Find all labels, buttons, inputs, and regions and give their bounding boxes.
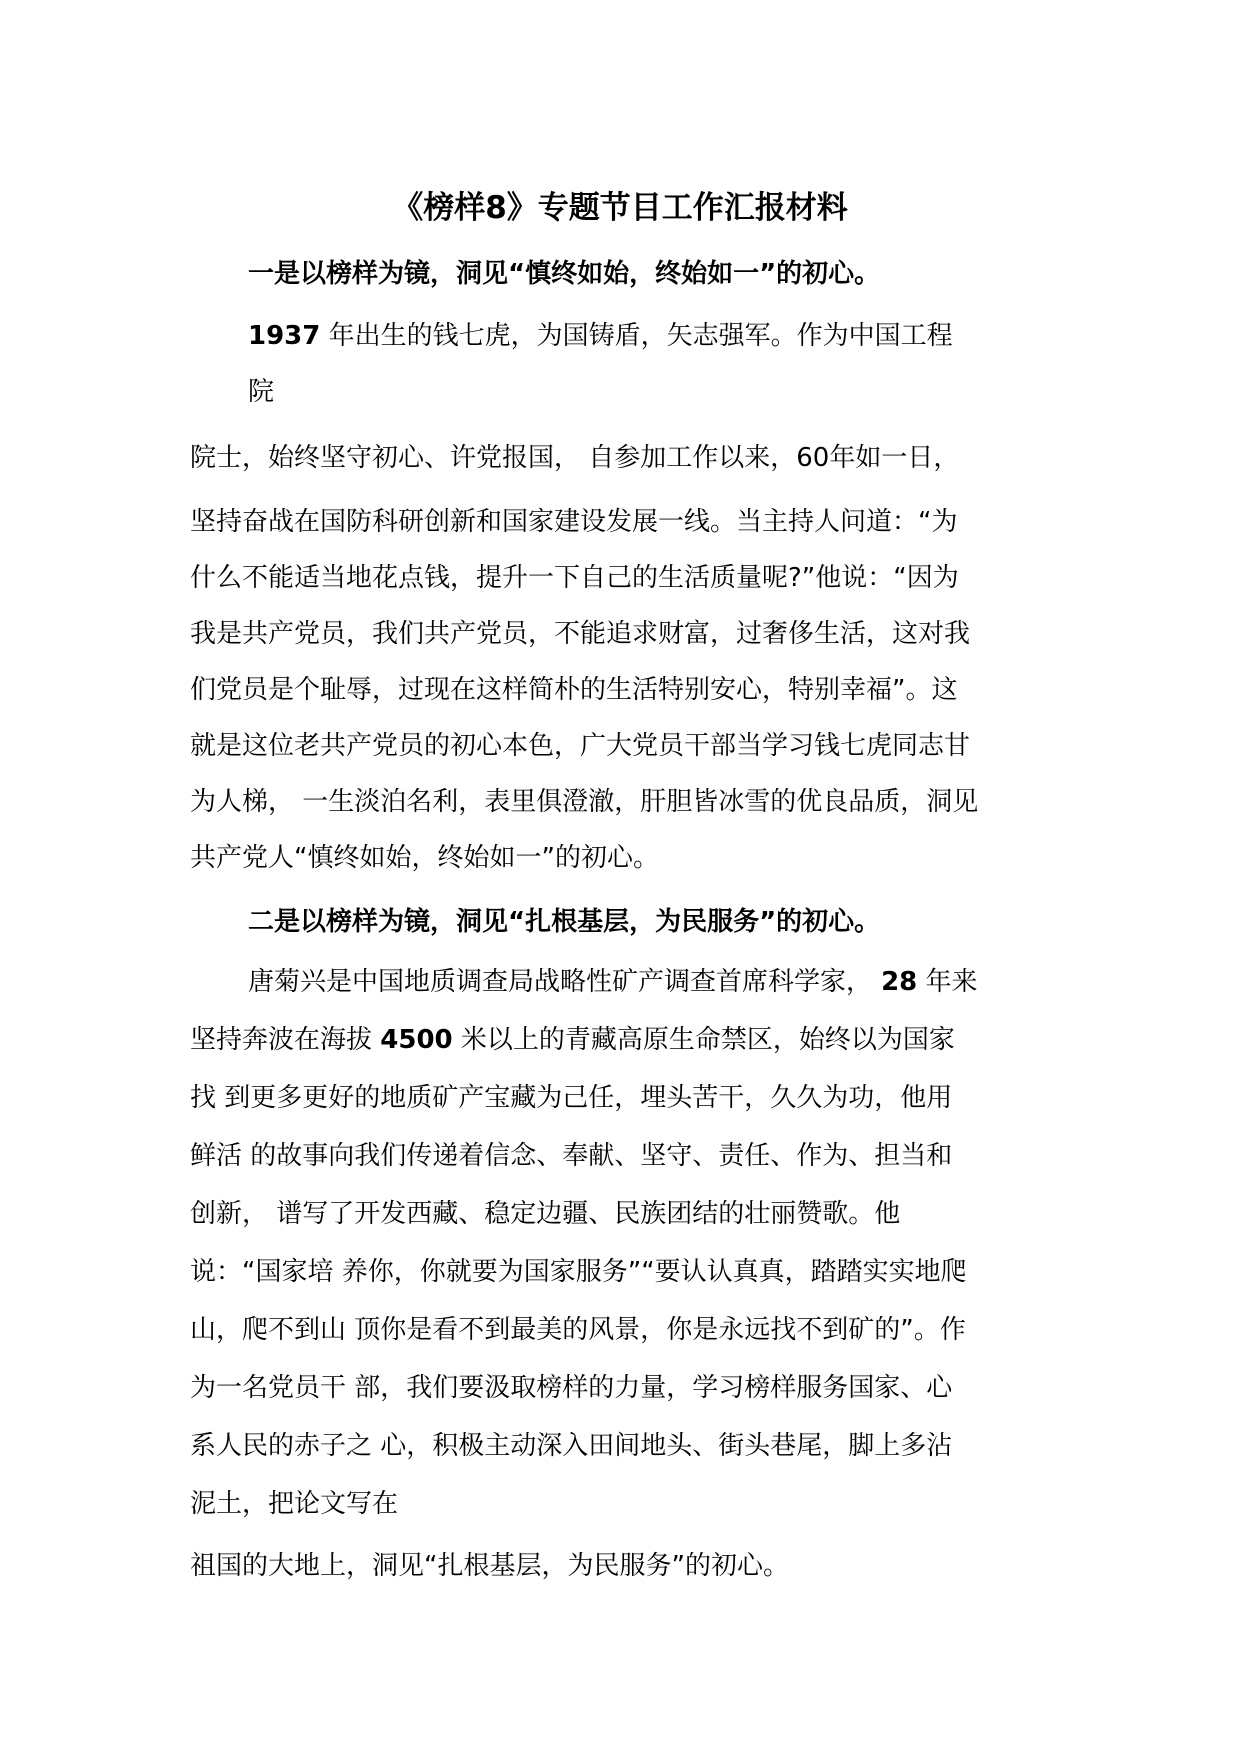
- section1-paragraph-line: 什么不能适当地花点钱，提升一下自己的生活质量呢?”他说：“因为: [190, 563, 959, 593]
- years-number: 28: [872, 967, 918, 997]
- section2-paragraph-line: 创新， 谱写了开发西藏、稳定边疆、民族团结的壮丽赞歌。他: [190, 1199, 901, 1229]
- year-number: 1937: [248, 321, 321, 351]
- section2-paragraph-line: 为一名党员干 部，我们要汲取榜样的力量，学习榜样服务国家、心: [190, 1373, 953, 1403]
- line-text: 米以上的青藏高原生命禁区，始终以为国家: [452, 1025, 955, 1055]
- section1-paragraph-line: 我是共产党员，我们共产党员，不能追求财富，过奢侈生活，这对我: [190, 619, 971, 649]
- section2-paragraph-line: 山，爬不到山 顶你是看不到最美的风景，你是永远找不到矿的”。作: [190, 1315, 966, 1345]
- line-text: 唐菊兴是中国地质调查局战略性矿产调查首席科学家，: [248, 967, 873, 997]
- section2-paragraph-line: 找 到更多更好的地质矿产宝藏为己任，埋头苦干，久久为功，他用: [190, 1083, 953, 1113]
- section2-paragraph-line: 泥土，把论文写在: [190, 1489, 399, 1519]
- section2-heading: 二是以榜样为镜，洞见“扎根基层，为民服务”的初心。: [248, 907, 881, 937]
- document-title: 《榜样8》专题节目工作汇报材料: [392, 190, 848, 226]
- section1-heading: 一是以榜样为镜，洞见“慎终如始，终始如一”的初心。: [248, 259, 881, 289]
- section2-paragraph-line: 系人民的赤子之 心，积极主动深入田间地头、街头巷尾，脚上多沾: [190, 1431, 953, 1461]
- section1-paragraph-line: 们党员是个耻辱，过现在这样简朴的生活特别安心，特别幸福”。这: [190, 675, 958, 705]
- section1-paragraph-line: 就是这位老共产党员的初心本色，广大党员干部当学习钱七虎同志甘: [190, 731, 971, 761]
- line-text: 坚持奔波在海拔: [190, 1025, 381, 1055]
- section2-paragraph-line: 祖国的大地上，洞见“扎根基层，为民服务”的初心。: [190, 1551, 789, 1581]
- section2-paragraph-line: [248, 962, 978, 1002]
- section1-paragraph-line: 为人梯， 一生淡泊名利，表里俱澄澈，肝胆皆冰雪的优良品质，洞见: [190, 787, 979, 817]
- section1-paragraph-line: [248, 316, 953, 356]
- line-text: 年出生的钱七虎，为国铸盾，矢志强军。作为中国工程: [320, 321, 953, 351]
- section2-paragraph-line: 鲜活 的故事向我们传递着信念、奉献、坚守、责任、作为、担当和: [190, 1141, 953, 1171]
- section1-paragraph-line: 院: [248, 377, 275, 407]
- section1-paragraph-line: 院士，始终坚守初心、许党报国， 自参加工作以来，60年如一日，: [190, 443, 960, 473]
- line-text: 年来: [917, 967, 978, 997]
- section1-paragraph-line: 共产党人“慎终如始，终始如一”的初心。: [190, 843, 659, 873]
- section2-paragraph-line: 说：“国家培 养你，你就要为国家服务”“要认认真真，踏踏实实地爬: [190, 1257, 967, 1287]
- section1-paragraph-line: 坚持奋战在国防科研创新和国家建设发展一线。当主持人问道：“为: [190, 507, 958, 537]
- altitude-number: 4500: [380, 1025, 453, 1055]
- section2-paragraph-line: [190, 1020, 955, 1060]
